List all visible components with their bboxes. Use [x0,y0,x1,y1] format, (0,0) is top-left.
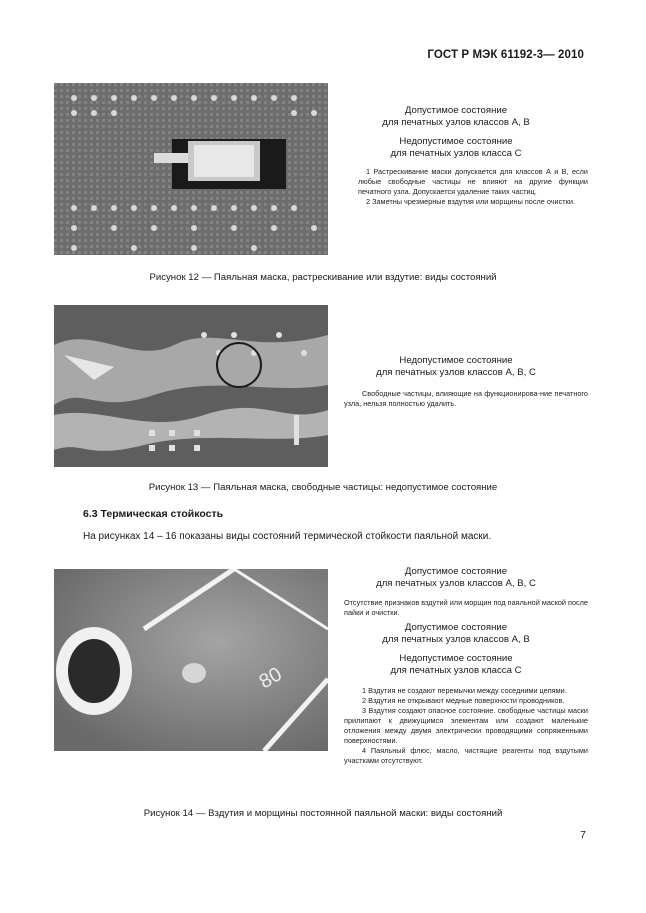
status-line: Недопустимое состояние [399,653,513,664]
status-line: для печатных узлов классов А, В, С [376,367,536,378]
figure-12-notes [358,167,588,207]
status-line: для печатных узлов классов А, В [382,117,530,128]
status-line: для печатных узлов классов А, В [382,634,530,645]
status-line: Допустимое состояние [404,566,508,577]
pcb-blister-image [54,569,328,751]
note-paragraph: 2 Заметны чрезмерные вздутия или морщины после очистки. [366,197,575,206]
figure-12-caption: Рисунок 12 — Паяльная маска, растрескивание или вздутие: виды состояний [149,272,497,283]
section-paragraph: На рисунках 14 – 16 показаны виды состояний термической стойкости паяльной маски. [83,531,492,542]
status-line: для печатных узлов классов А, В, С [376,578,536,589]
note-paragraph: 1 Вздутия не создают перемычки между соседними цепями. [362,686,567,695]
figure-13-photo [54,305,328,467]
pcb-component-image [54,83,328,255]
note-paragraph: 2 Вздутия не открывают медные поверхности проводников. [362,696,565,705]
note-paragraph: Свободные частицы, влияющие на функционирова-ние печатного узла, нельзя полностью удалить. [344,389,588,408]
pcb-particles-image [54,305,328,467]
status-line: Допустимое состояние [404,622,508,633]
document-code-header: ГОСТ Р МЭК 61192-3— 2010 [427,49,584,61]
figure-13-notes [344,389,588,409]
status-line: Недопустимое состояние [399,136,513,147]
figure-12-status [357,105,555,160]
figure-14-photo [54,569,328,751]
figure-14-notes [344,686,588,766]
svg-text:80: 80 [255,663,286,694]
note-paragraph: 4 Паяльный флюс, масло, чистящие реагенты под вздутыми участками отсутствуют. [344,746,588,765]
figure-13-caption: Рисунок 13 — Паяльная маска, свободные частицы: недопустимое состояние [148,482,498,493]
figure-14-note-a [344,598,588,618]
page-number: 7 [580,829,586,841]
status-line: Недопустимое состояние [399,355,513,366]
status-line: для печатных узлов класса С [390,665,522,676]
figure-12-photo [54,83,328,255]
figure-14-status-a [357,566,555,590]
note-paragraph: 1 Растрескивание маски допускается для классов А и В, если любые свободные частицы не влияют на другие функции печатного узла. Допускается удаление таких частиц. [358,167,588,196]
figure-13-status [357,355,555,379]
note-paragraph: Отсутствие признаков вздутий или морщин под паяльной маской после пайки и очистки. [344,598,588,617]
status-line: Допустимое состояние [404,105,508,116]
status-line: для печатных узлов класса С [390,148,522,159]
figure-14-status-b [357,622,555,677]
figure-14-caption: Рисунок 14 — Вздутия и морщины постоянной паяльной маски: виды состояний [143,808,503,819]
section-heading: 6.3 Термическая стойкость [83,508,224,520]
note-paragraph: 3 Вздутия создают опасное состояние. свободные частицы маски прилипают к движущимся элементам или создают маленькие отложения между двумя электрически проводящими сопряженными поверхностями. [344,706,588,745]
